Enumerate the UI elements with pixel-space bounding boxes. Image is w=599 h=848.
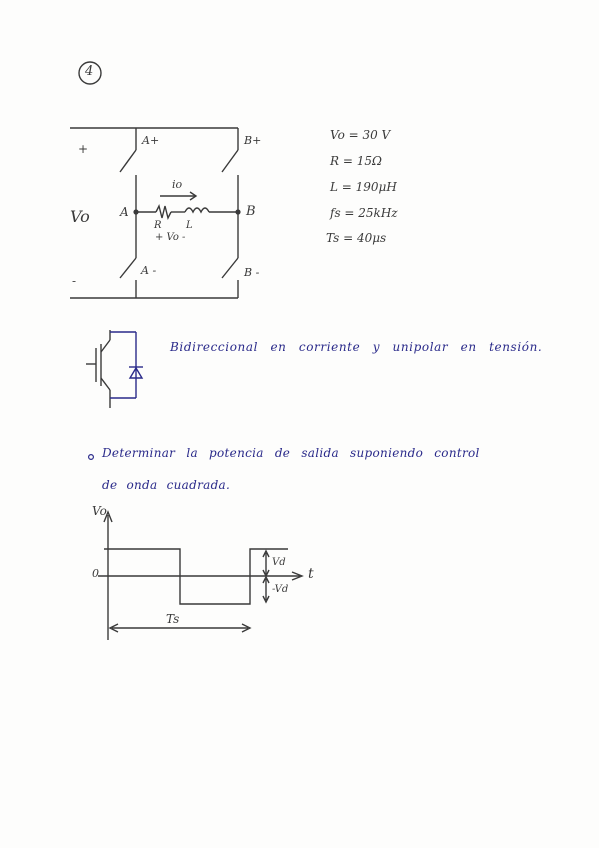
switch-a-plus xyxy=(120,150,136,172)
node-a-dot xyxy=(133,209,138,214)
node-b-dot xyxy=(235,209,240,214)
label-inductor: L xyxy=(186,220,193,231)
task-bullet xyxy=(89,455,94,460)
square-wave-plot xyxy=(98,512,302,640)
waveform-x-label: t xyxy=(308,566,314,582)
param-l: L = 190μH xyxy=(330,180,397,194)
label-node-a: A xyxy=(120,205,129,219)
inductor-symbol xyxy=(185,208,209,212)
task-line-2: de onda cuadrada. xyxy=(102,478,231,492)
label-a-plus: A+ xyxy=(142,134,160,147)
param-fs: fs = 25kHz xyxy=(330,206,398,220)
label-b-plus: B+ xyxy=(244,134,262,147)
label-output-voltage: + Vo - xyxy=(155,232,186,243)
label-source: Vo xyxy=(70,207,90,226)
switch-b-minus xyxy=(222,258,238,278)
waveform-y-label: Vo xyxy=(92,504,107,518)
waveform-neg-label: -Vd xyxy=(272,584,289,595)
resistor-symbol xyxy=(156,206,171,218)
label-resistor: R xyxy=(154,220,162,231)
switch-b-plus xyxy=(222,150,238,172)
label-current: io xyxy=(172,178,183,191)
igbt-diode-symbol xyxy=(86,330,110,408)
task-line-1: Determinar la potencia de salida suponiendo control xyxy=(102,446,480,460)
switch-note: Bidireccional en corriente y unipolar en tensión. xyxy=(170,340,543,354)
label-minus: - xyxy=(72,274,77,288)
waveform-pos-label: Vd xyxy=(272,557,286,568)
param-vo: Vo = 30 V xyxy=(330,128,391,142)
waveform-period-label: Ts xyxy=(166,612,180,626)
problem-number: 4 xyxy=(85,64,94,79)
label-plus: + xyxy=(78,142,89,156)
label-node-b: B xyxy=(246,204,256,219)
label-b-minus: B - xyxy=(244,266,260,279)
param-r: R = 15Ω xyxy=(330,154,382,168)
param-ts: Ts = 40μs xyxy=(326,231,387,245)
label-a-minus: A - xyxy=(141,264,157,277)
antiparallel-diode xyxy=(110,332,143,398)
switch-a-minus xyxy=(120,258,136,278)
waveform-zero-label: 0 xyxy=(92,567,99,580)
